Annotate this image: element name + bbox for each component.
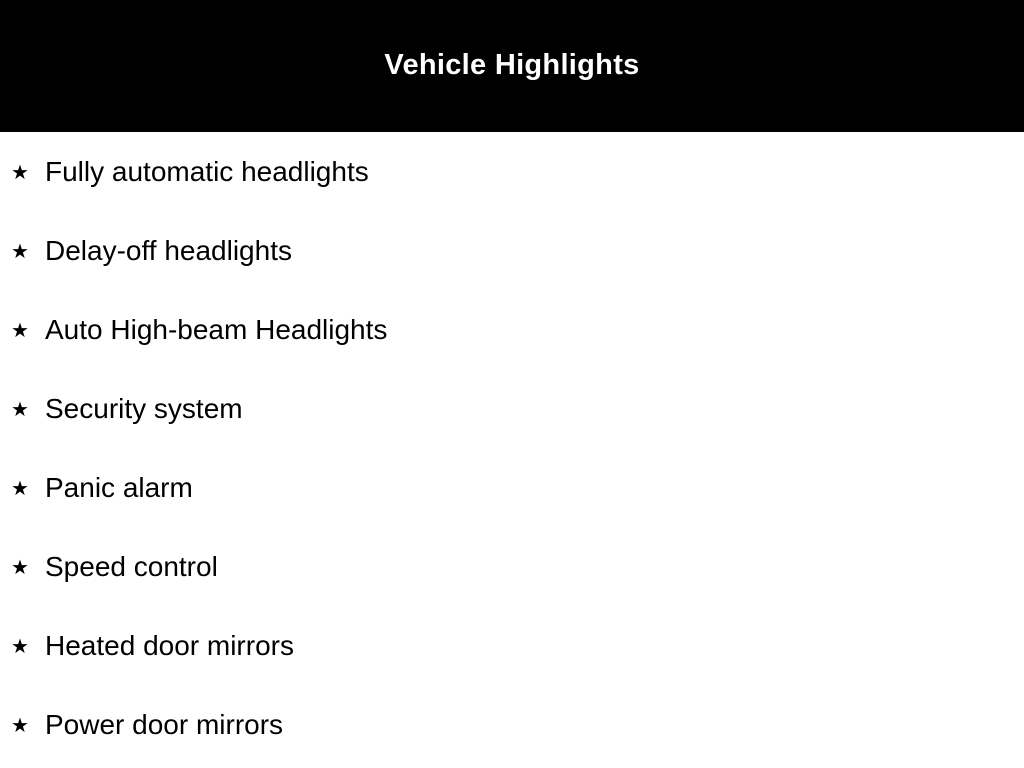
highlight-label: Fully automatic headlights — [45, 156, 369, 187]
highlight-label: Security system — [45, 393, 243, 424]
star-icon: ★ — [11, 239, 29, 263]
list-item — [0, 581, 1024, 660]
star-icon: ★ — [11, 160, 29, 184]
list-item — [0, 186, 1024, 265]
list-item — [0, 265, 1024, 344]
highlight-label: Power door mirrors — [45, 709, 284, 740]
highlight-label: Heated door mirrors — [45, 630, 294, 661]
star-icon: ★ — [11, 713, 29, 737]
highlights-list — [0, 132, 1024, 739]
list-item — [0, 660, 1024, 739]
list-item — [0, 344, 1024, 423]
page-header — [0, 0, 1024, 132]
list-item — [0, 423, 1024, 502]
star-icon: ★ — [11, 634, 29, 658]
highlight-label: Auto High-beam Headlights — [45, 314, 388, 345]
highlight-label: Panic alarm — [45, 472, 193, 503]
page-title: Vehicle Highlights — [384, 48, 640, 81]
list-item — [0, 132, 1024, 186]
list-item — [0, 502, 1024, 581]
star-icon: ★ — [11, 476, 29, 500]
highlight-label: Speed control — [45, 551, 218, 582]
star-icon: ★ — [11, 555, 29, 579]
star-icon: ★ — [11, 397, 29, 421]
star-icon: ★ — [11, 318, 29, 342]
highlight-label: Delay-off headlights — [45, 235, 292, 266]
